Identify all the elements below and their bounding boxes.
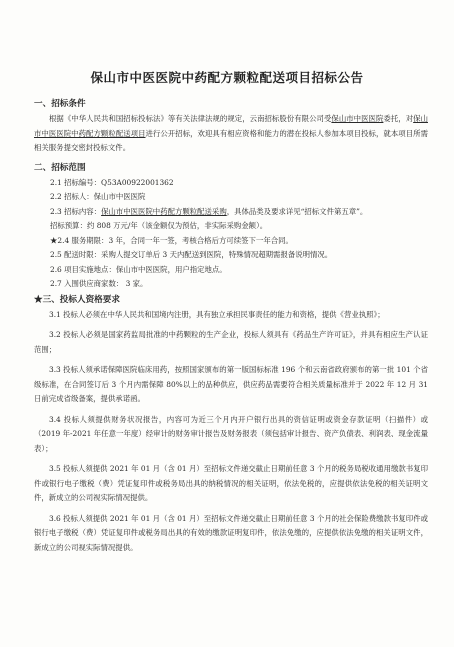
scope-item-3-content: 保山市中医医院中药配方颗粒配送采购	[101, 206, 227, 216]
scope-item-6: 2.6 项目实施地点：保山市中医医院，用户指定地点。	[50, 264, 227, 274]
scope-item-3	[34, 205, 428, 220]
scope-item-4: ★2.4 服务期限：3 年，合同一年一签，考核合格后方可续签下一年合同。	[50, 235, 293, 245]
scope-item-5: 2.5 配送时限：采购人提交订单后 3 天内配送到医院，特殊情况超期需报备说明情况。	[50, 250, 333, 259]
qualification-3-4: 3.4 投标人须提供财务状况报告，内容可为近三个月内开户银行出具的资信证明或资金存款证明（扫描件）或（2019 年-2021 年任意一年度）经审计的财务审计报告及财务报表（须包括审计报告、资产负债表、利润表、现金流量表）；	[34, 414, 428, 453]
project-name: 保山市中医医院中药配方颗粒配送项目	[34, 114, 428, 138]
tenderee-name: 保山市中医医院	[331, 114, 384, 123]
scope-item-7: 2.7 入围供应商家数： 3 家。	[50, 279, 148, 288]
section-1-text-b: 委托，对	[383, 114, 414, 123]
qualification-3-1: 3.1 投标人必须在中华人民共和国境内注册，具有独立承担民事责任的能力和资格，提供《营业执照》；	[49, 309, 385, 319]
scope-item-3-budget: 招标预算：约 808 万元/年（该金额仅为预估，非实际采购金额）。	[50, 221, 268, 230]
section-1-text-a: 根据《中华人民共和国招标投标法》等有关法律法规的规定，云南招标股份有限公司受	[49, 114, 332, 123]
section-1-heading: 一、招标条件	[34, 99, 86, 109]
qualification-3-2: 3.2 投标人必须是国家药监局批准的中药颗粒的生产企业，投标人须具有《药品生产许可证》，并具有相应生产认证范围；	[34, 330, 428, 354]
scope-item-2: 2.2 招标人：保山市中医医院	[50, 192, 146, 201]
page-title: 保山市中医医院中药配方颗粒配送项目招标公告	[90, 70, 364, 85]
section-3-heading: ★三、投标人资格要求	[34, 294, 120, 305]
scope-item-3-text-a: 2.3 招标内容：	[50, 206, 102, 216]
qualification-3-6: 3.6 投标人须提供 2021 年 01 月（含 01 月）至招标文件递交截止日期前任意 3 个月的社会保险费缴款书复印件或银行电子缴税（费）凭证复印件或税务局出具的有效的缴款证明复印件，依法免缴的，应提供依法免缴的相关证明文件，新成立的公司视实际情况提供。	[34, 513, 428, 552]
scope-item-3-text-b: ，具体品类及要求详见“招标文件第五章”。	[226, 206, 368, 216]
section-1-paragraph	[34, 112, 428, 156]
section-1-text-c: 进行公开招标，欢迎具有相应资格和能力的潜在投标人参加本项目投标，就本项目所需相关服务提交密封投标文件。	[34, 128, 428, 152]
qualification-3-5: 3.5 投标人须提供 2021 年 01 月（含 01 月）至招标文件递交截止日期前任意 3 个月的税务局税收通用缴款书复印件或银行电子缴税（费）凭证复印件或税务局出具的纳税情况的相关证明，依法免税的，应提供依法免税的相关证明文件，新成立的公司视实际情况提供。	[34, 464, 428, 502]
scope-item-1: 2.1 招标编号：Q53A00922001362	[50, 177, 174, 187]
qualification-3-3: 3.3 投标人须承诺保障医院临床用药，按照国家颁布的第一版国标标准 196 个和云南省政府颁布的第一批 101 个省级标准，在合同签订后 3 个月内需保障 80%以上的品种供应，供应药品需要符合相关质量标准并于 2022 年 12 月 31 日前完成省级备案，提供承诺函。	[34, 365, 428, 403]
section-2-heading: 二、招标范围	[34, 162, 86, 173]
document-body	[34, 96, 428, 555]
